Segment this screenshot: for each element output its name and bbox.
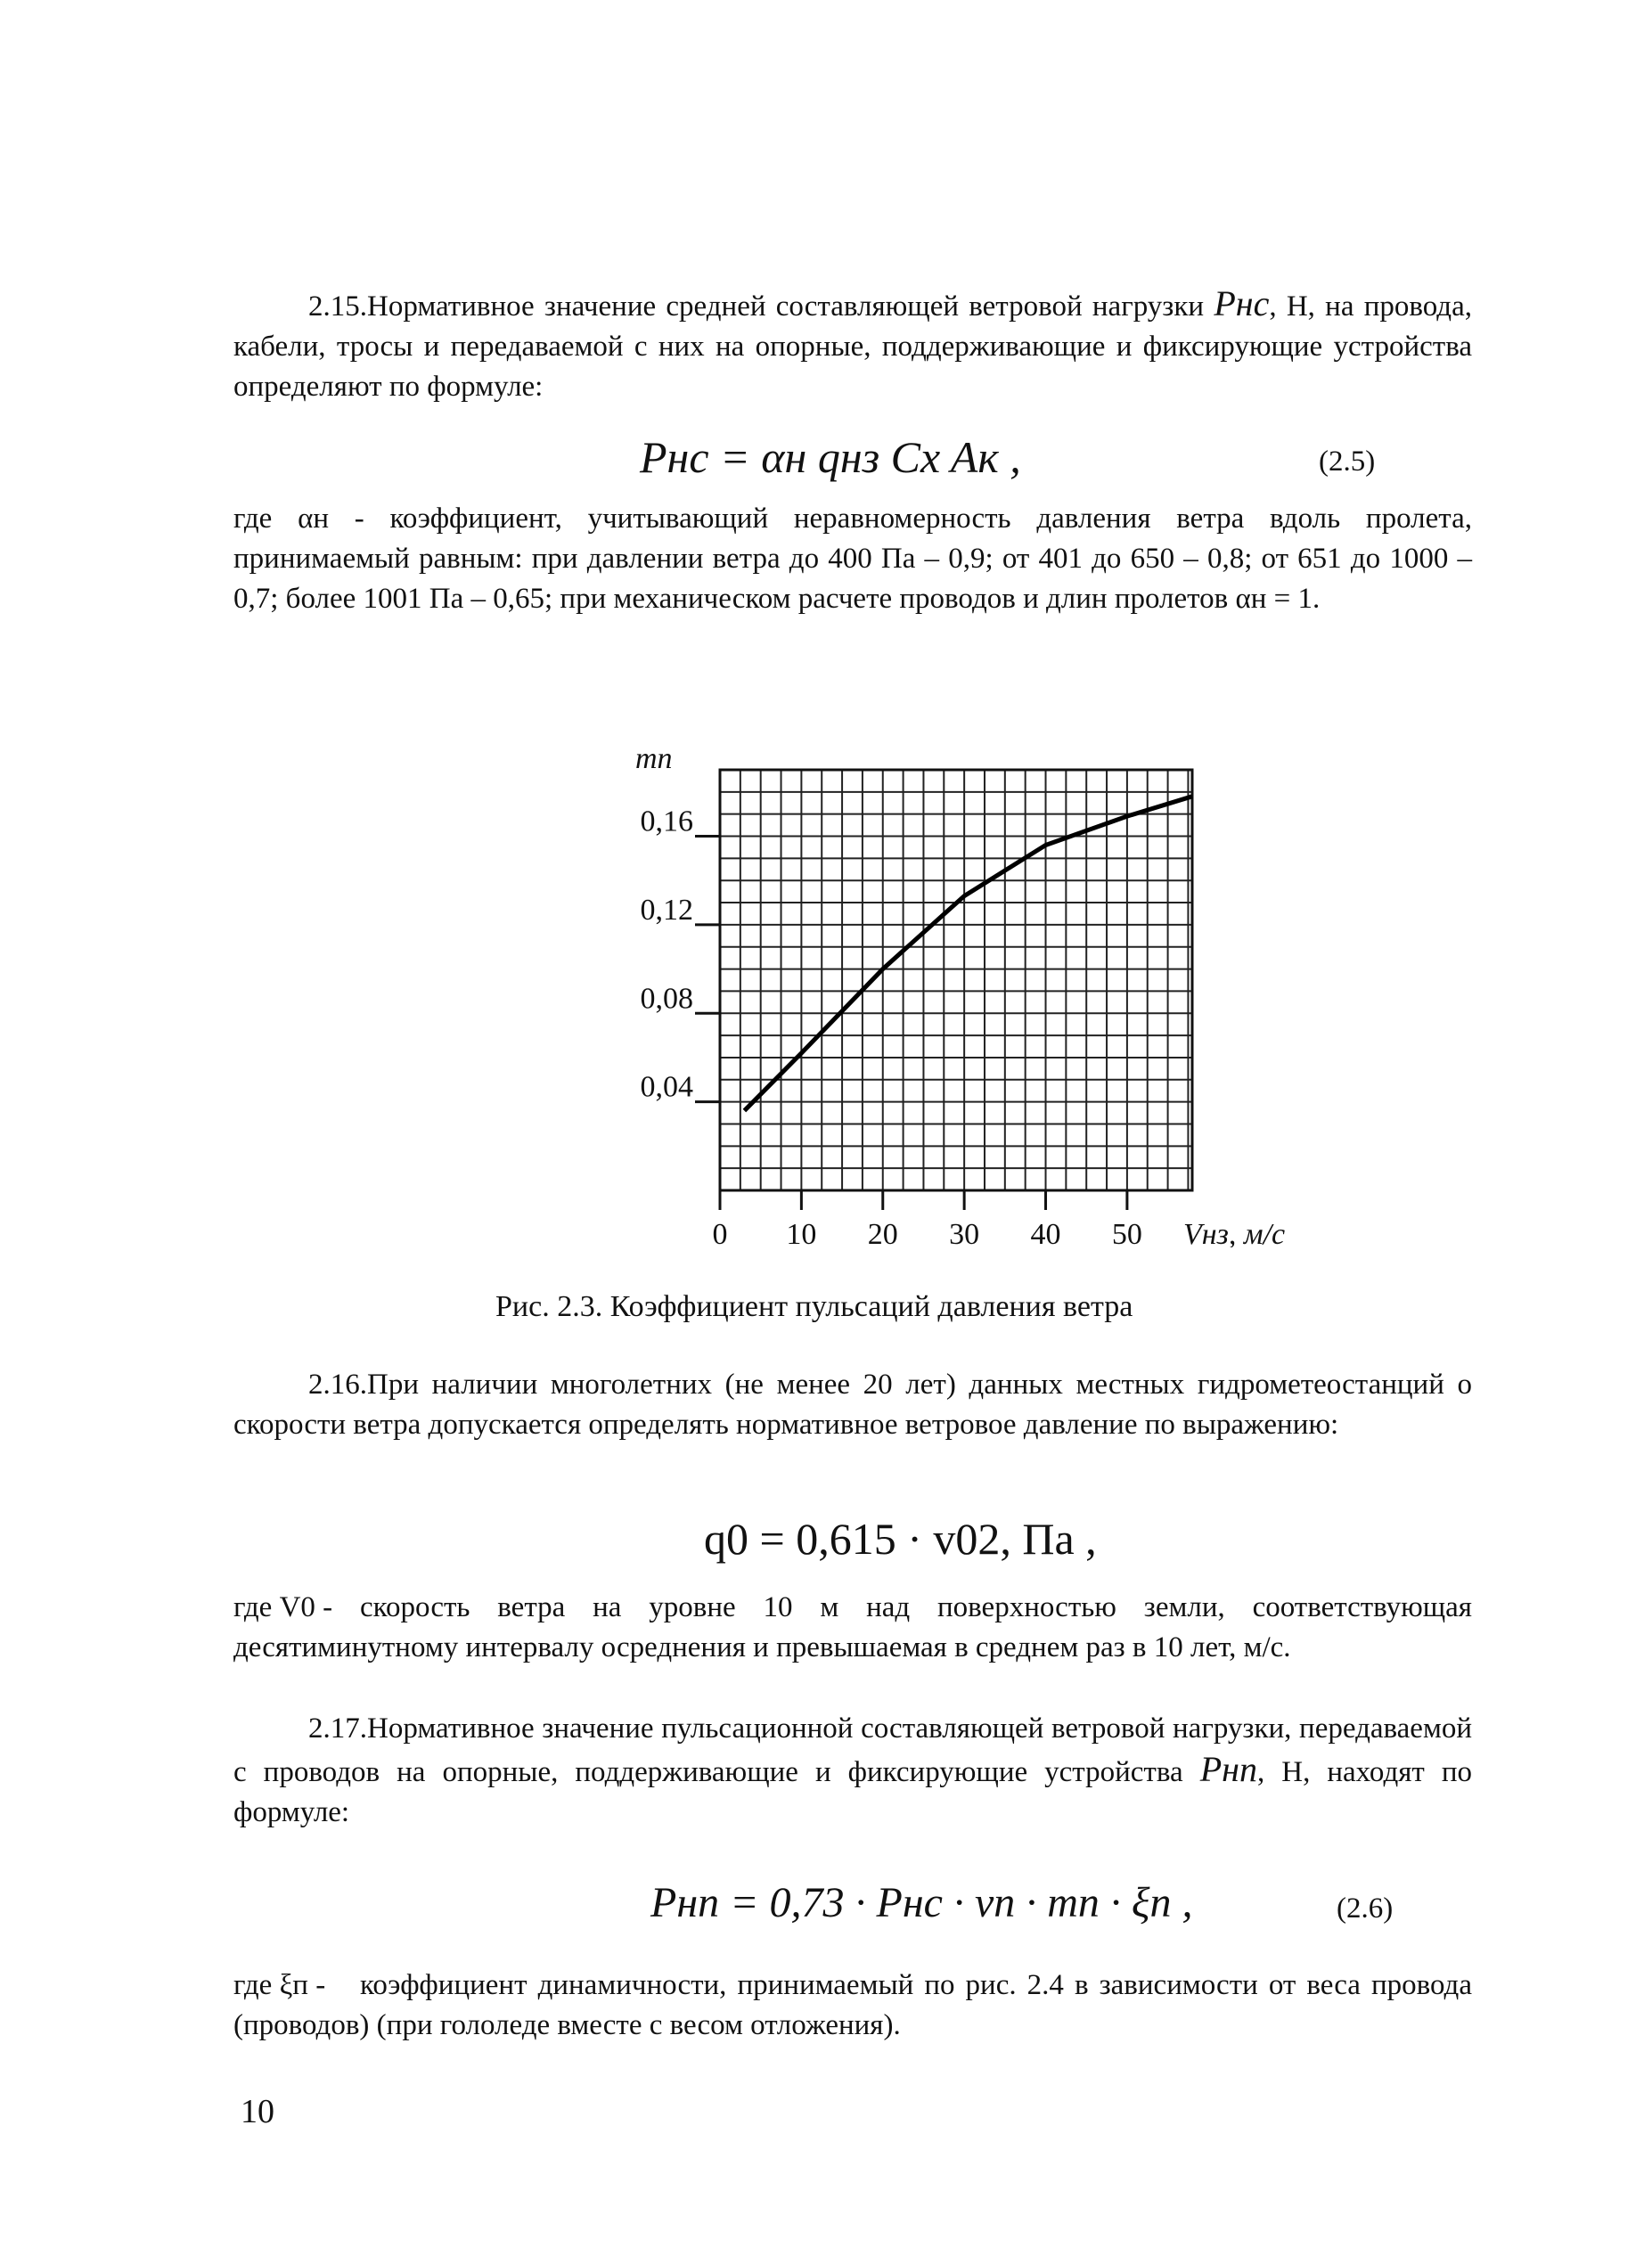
y-axis-title: mп — [635, 748, 673, 775]
x-tick-label: 40 — [1030, 1218, 1061, 1247]
equation-number-2-5: (2.5) — [1319, 445, 1376, 478]
section-2-15-rest: , Н, на провода, кабели, тросы и передаваемой с них на опорные, поддерживающие и фиксирующие устройства определяют по формуле: — [233, 290, 1472, 403]
x-tick-label: 10 — [786, 1218, 817, 1247]
page-number: 10 — [241, 2093, 274, 2130]
paragraph-2-16 — [233, 1365, 1472, 1445]
formula-q0: q0 = 0,615 · v02, Па , — [704, 1514, 1097, 1564]
x-tick-label: 20 — [867, 1218, 898, 1247]
symbol-p-n-p: Pнп — [1199, 1749, 1257, 1789]
where-xi-text: коэффициент динамичности, принимаемый по рис. 2.4 в зависимости от веса провода (проводов) (при гололеде вместе с весом отложения). — [233, 1969, 1472, 2041]
x-axis-title: Vнз, м/с — [1183, 1218, 1286, 1247]
paragraph-2-17-where — [233, 1966, 1472, 2046]
section-2-16-text: 2.16.При наличии многолетних (не менее 20 лет) данных местных гидрометеостанций о скорости ветра допускается определять нормативное ветровое давление по выражению: — [233, 1369, 1472, 1441]
y-tick-label: 0,16 — [640, 805, 693, 838]
paragraph-2-17 — [233, 1709, 1472, 1833]
paragraph-2-15 — [233, 283, 1472, 407]
formula-2-5: Pнс = αн qнз Cx Aк , — [640, 432, 1021, 482]
x-tick-label: 0 — [712, 1218, 728, 1247]
formula-2-6: Pнп = 0,73 · Pнс · vп · mп · ξп , — [650, 1879, 1193, 1926]
x-tick-label: 50 — [1111, 1218, 1142, 1247]
section-2-17-rest: , Н, находят по формуле: — [233, 1756, 1473, 1828]
where-v0-label: где V0 - — [233, 1591, 333, 1623]
where-v0-text: скорость ветра на уровне 10 м над поверхностью земли, соответствующая десятиминутному интервалу осреднения и превышаемая в среднем раз в 10 лет, м/с. — [233, 1591, 1472, 1663]
symbol-p-n-c: Pнс — [1214, 283, 1270, 323]
y-tick-label: 0,08 — [640, 982, 693, 1016]
chart-pulsation-coefficient — [0, 748, 1652, 1247]
x-tick-label: 30 — [949, 1218, 980, 1247]
section-2-17-intro: 2.17.Нормативное значение пульсационной составляющей ветровой нагрузки, передаваемой с проводов на опорные, поддерживающие и фиксирующие устройства — [233, 1712, 1472, 1788]
paragraph-2-16-where — [233, 1588, 1472, 1668]
plot-frame — [720, 770, 1192, 1190]
paragraph-2-15-where: где αн - коэффициент, учитывающий неравномерность давления ветра вдоль пролета, принимаемый равным: при давлении ветра до 400 Па – 0,9; от 401 до 650 – 0,8; от 651 до 1000 – 0,7; более 1001 Па – 0,65; при механическом расчете проводов и длин пролетов αн = 1. — [233, 503, 1472, 615]
equation-number-2-6: (2.6) — [1337, 1892, 1394, 1925]
y-tick-label: 0,12 — [640, 893, 693, 927]
y-tick-label: 0,04 — [640, 1070, 693, 1104]
where-xi-label: где ξп - — [233, 1969, 326, 2001]
section-2-15-intro: 2.15.Нормативное значение средней составляющей ветровой нагрузки — [308, 290, 1205, 323]
figure-caption: Рис. 2.3. Коэффициент пульсаций давления ветра — [495, 1290, 1133, 1323]
series-line — [744, 797, 1192, 1111]
